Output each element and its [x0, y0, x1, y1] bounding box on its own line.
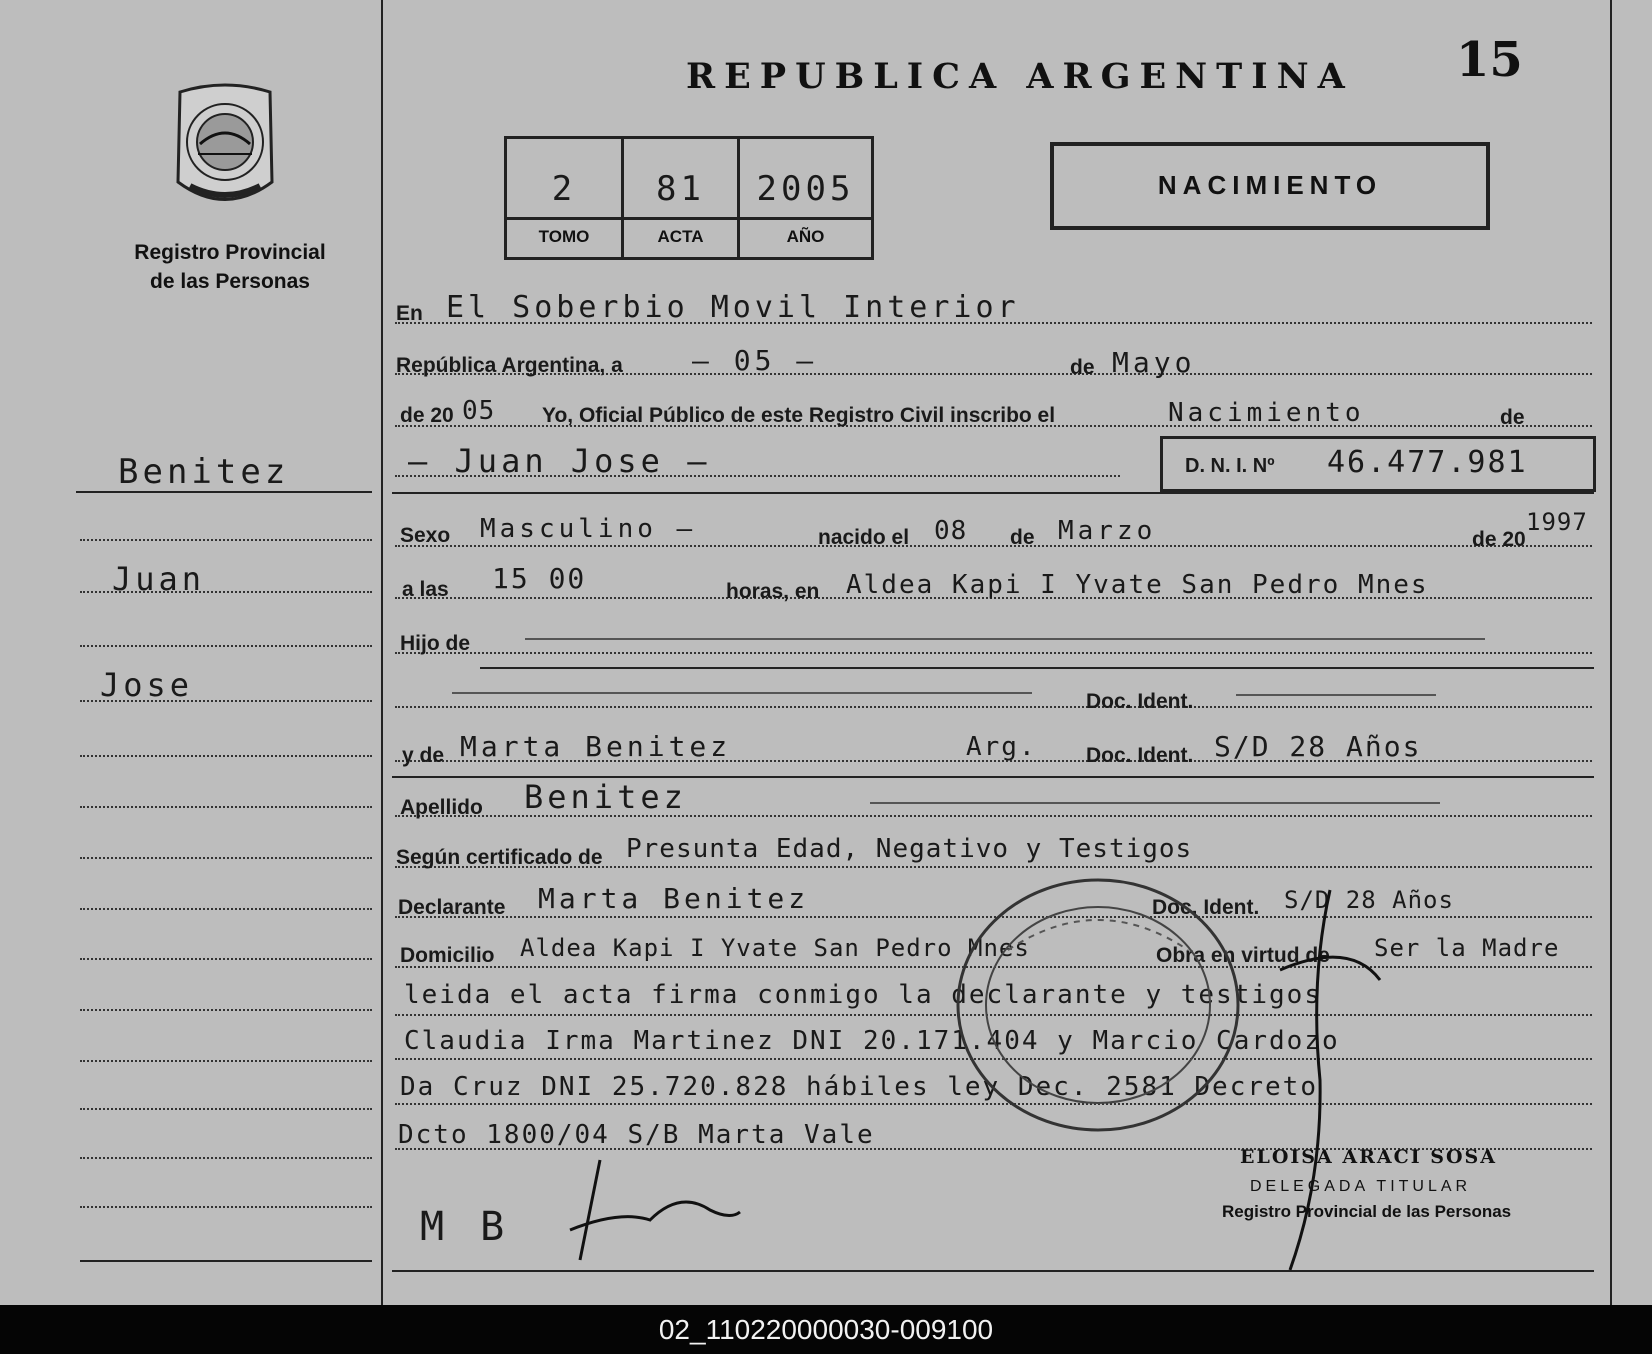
official-stamp-icon	[948, 870, 1248, 1140]
domicilio-value: Aldea Kapi I Yvate San Pedro Mnes	[520, 934, 1030, 962]
year-prefix: de 20	[400, 404, 454, 427]
registry-title	[110, 238, 350, 296]
birth-hour: 15 00	[492, 562, 587, 595]
dni-label: D. N. I. Nº	[1185, 455, 1275, 477]
province-seal-icon	[160, 82, 290, 212]
notes-line-3: Da Cruz DNI 25.720.828 hábiles ley Dec. 2581 Decreto	[400, 1072, 1318, 1102]
y-de-label: y de	[402, 744, 445, 767]
birth-year: 1997	[1526, 508, 1588, 536]
birth-place: Aldea Kapi I Yvate San Pedro Mnes	[846, 570, 1429, 600]
de-label-3: de	[1010, 526, 1035, 549]
birth-month: Marzo	[1058, 516, 1157, 546]
doc-ident-label-2: Doc. Ident.	[1086, 744, 1194, 767]
declarante-value: Marta Benitez	[538, 882, 810, 915]
book-reference-box	[504, 136, 874, 260]
dni-box	[1160, 436, 1596, 492]
domicilio-label: Domicilio	[400, 944, 495, 967]
signature-declarante-icon	[560, 1150, 750, 1270]
doc-ident-label-1: Doc. Ident.	[1086, 690, 1194, 713]
margin-divider	[381, 0, 383, 1305]
country-title: REPUBLICA ARGENTINA	[686, 56, 1354, 97]
obra-label: Obra en virtud de	[1156, 944, 1330, 967]
de-label-2: de	[1500, 406, 1525, 429]
yo-statement: Yo, Oficial Público de este Registro Civil inscribo el	[542, 404, 1056, 427]
doc-ident-label-3: Doc. Ident.	[1152, 896, 1260, 919]
sexo-value: Masculino —	[480, 514, 697, 544]
mother-nationality: Arg.	[966, 732, 1037, 762]
tomo-label: TOMO	[538, 227, 590, 246]
record-type-box	[1050, 142, 1490, 230]
de-label-1: de	[1070, 356, 1095, 379]
image-id-footer: 02_110220000030-009100	[0, 1305, 1652, 1354]
margin-surname: Benitez	[118, 452, 290, 492]
event-value: Nacimiento	[1168, 398, 1365, 428]
notes-line-4: Dcto 1800/04 S/B Marta Vale	[398, 1120, 875, 1150]
segun-label: Según certificado de	[396, 846, 603, 869]
acta-label: ACTA	[657, 227, 704, 246]
certificate-value: Presunta Edad, Negativo y Testigos	[626, 834, 1193, 864]
ano-label: AÑO	[786, 227, 825, 246]
margin-name1: Juan	[112, 560, 206, 598]
de-20-label: de 20	[1472, 528, 1526, 551]
officer-office: Registro Provincial de las Personas	[1222, 1202, 1512, 1221]
officer-title: DELEGADA TITULAR	[1250, 1178, 1472, 1195]
birth-day: 08	[934, 516, 968, 546]
notes-line-1: leida el acta firma conmigo la declarante y testigos	[404, 980, 1322, 1010]
location-value: El Soberbio Movil Interior	[446, 290, 1020, 325]
child-name: — Juan Jose —	[408, 442, 711, 480]
right-border	[1610, 0, 1612, 1305]
margin-name2: Jose	[100, 666, 194, 704]
registry-line2: de las Personas	[150, 270, 310, 293]
mother-doc: S/D 28 Años	[1214, 730, 1422, 763]
record-type: NACIMIENTO	[1157, 170, 1383, 200]
registration-day: — 05 —	[692, 344, 818, 377]
registration-year: 05	[462, 396, 496, 426]
en-label: En	[396, 302, 423, 325]
tomo-value: 2	[551, 169, 577, 209]
obra-value: Ser la Madre	[1374, 934, 1560, 962]
ano-value: 2005	[756, 169, 855, 209]
officer-name: ELOISA ARACI SOSA	[1240, 1146, 1497, 1168]
registry-line1: Registro Provincial	[134, 241, 326, 264]
a-las-label: a las	[402, 578, 449, 601]
declarante-label: Declarante	[398, 896, 506, 919]
hijo-label: Hijo de	[400, 632, 471, 655]
horas-label: horas, en	[726, 580, 820, 603]
apellido-value: Benitez	[524, 778, 687, 816]
notes-line-2: Claudia Irma Martinez DNI 20.171.404 y Marcio Cardozo	[404, 1026, 1340, 1056]
sexo-label: Sexo	[400, 524, 451, 547]
registration-month: Mayo	[1112, 346, 1196, 379]
nacido-label: nacido el	[818, 526, 910, 549]
dni-value: 46.477.981	[1327, 445, 1528, 480]
republica-label: República Argentina, a	[396, 354, 623, 377]
page-number: 15	[1456, 32, 1523, 88]
declarante-doc: S/D 28 Años	[1284, 886, 1454, 914]
mother-name: Marta Benitez	[460, 730, 732, 763]
initials: M B	[420, 1204, 511, 1250]
acta-value: 81	[656, 169, 705, 209]
apellido-label: Apellido	[400, 796, 483, 819]
